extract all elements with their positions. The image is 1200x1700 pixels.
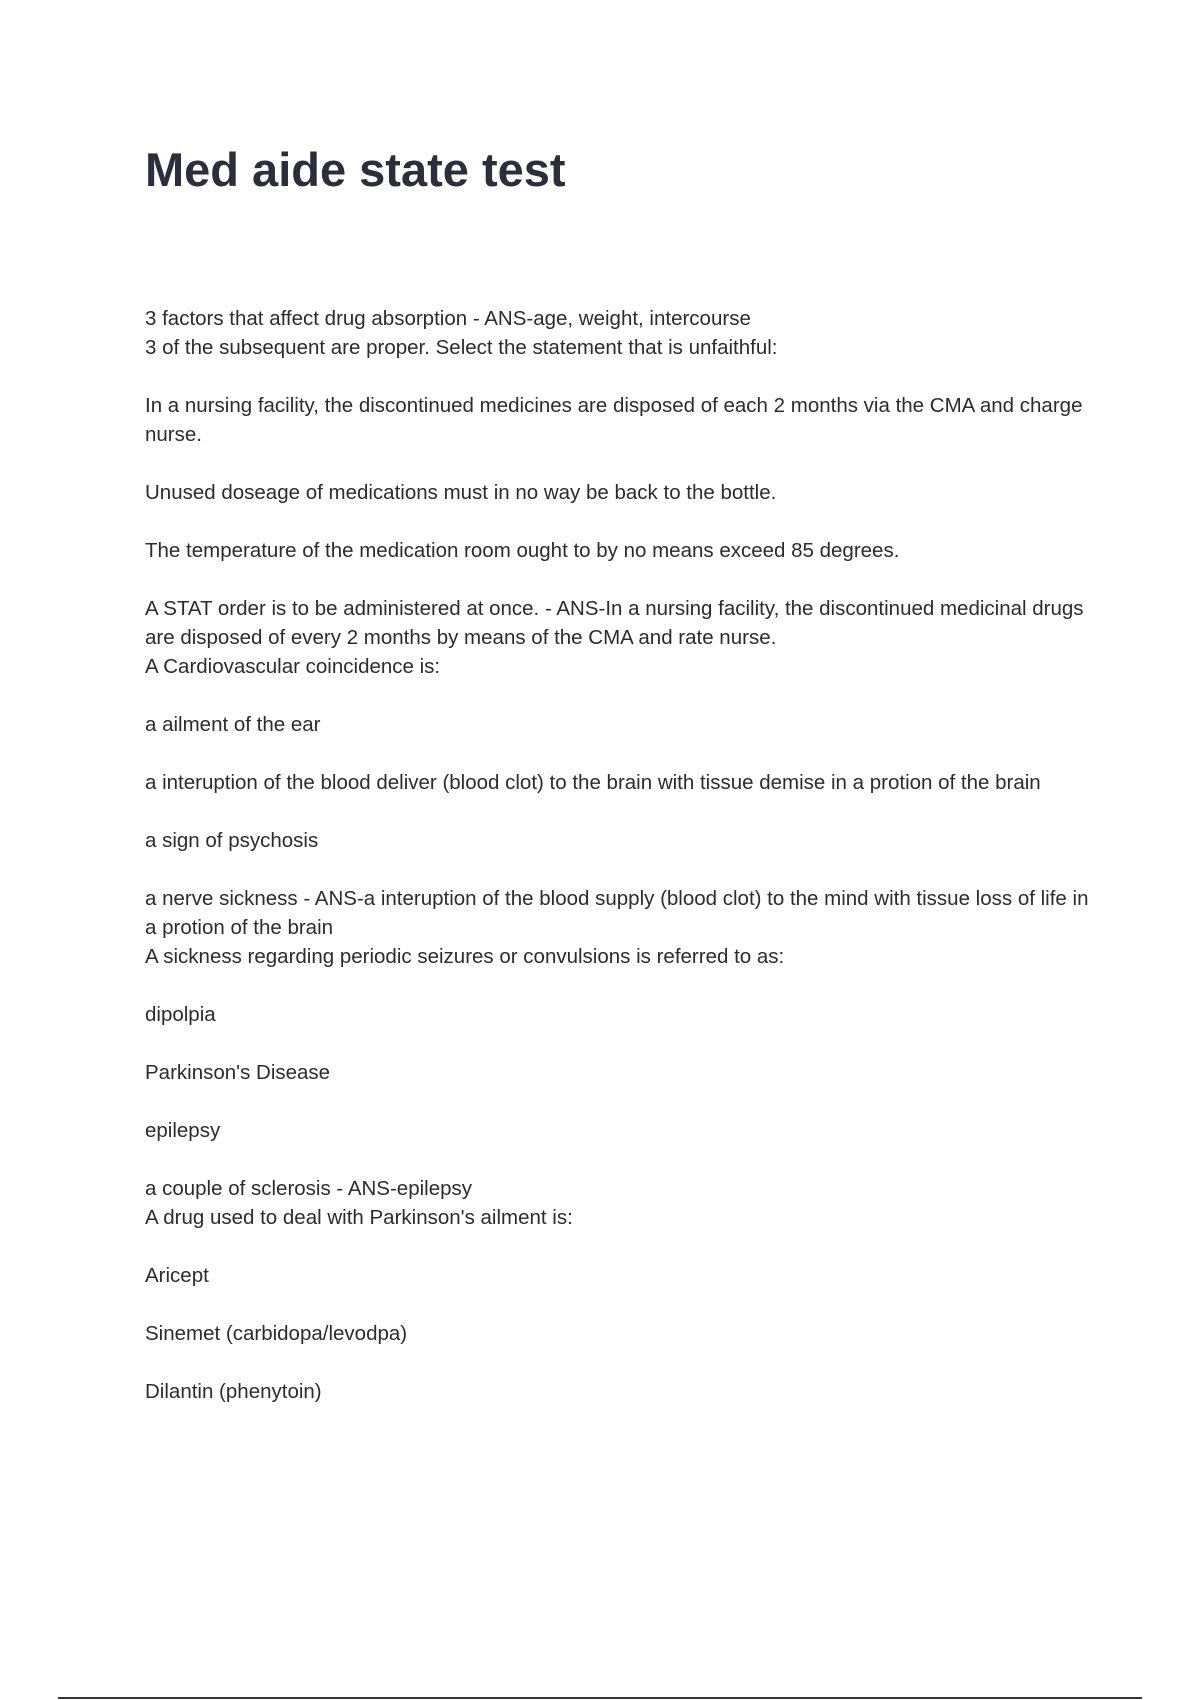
page-title: Med aide state test (145, 143, 566, 196)
body-line: A Cardiovascular coincidence is: (145, 655, 441, 678)
body-line: A sickness regarding periodic seizures or convulsions is referred to as: (145, 945, 785, 968)
body-line: 3 of the subsequent are proper. Select the statement that is unfaithful: (145, 336, 778, 359)
body-line: Dilantin (phenytoin) (145, 1380, 322, 1403)
body-line: a interuption of the blood deliver (blood clot) to the brain with tissue demise in a protion of the brain (145, 771, 1041, 794)
footer-divider (58, 1697, 1142, 1699)
body-line: dipolpia (145, 1003, 216, 1026)
body-line: a couple of sclerosis - ANS-epilepsy (145, 1177, 473, 1200)
body-line: Sinemet (carbidopa/levodpa) (145, 1322, 408, 1345)
body-line: epilepsy (145, 1119, 221, 1142)
body-line: The temperature of the medication room ought to by no means exceed 85 degrees. (145, 539, 900, 562)
body-line: A drug used to deal with Parkinson's ailment is: (145, 1206, 573, 1229)
body-line: a nerve sickness - ANS-a interuption of the blood supply (blood clot) to the mind with tissue loss of life in a protion of the brain (145, 887, 1089, 939)
body-line: a sign of psychosis (145, 829, 319, 852)
body-line: Parkinson's Disease (145, 1061, 331, 1084)
body-line: a ailment of the ear (145, 713, 321, 736)
document-body (145, 304, 1095, 1406)
body-line: A STAT order is to be administered at once. - ANS-In a nursing facility, the discontinued medicinal drugs are disposed of every 2 months by means of the CMA and rate nurse. (145, 597, 1084, 649)
body-line: In a nursing facility, the discontinued medicines are disposed of each 2 months via the CMA and charge nurse. (145, 394, 1083, 446)
body-line: Unused doseage of medications must in no way be back to the bottle. (145, 481, 777, 504)
body-line: Aricept (145, 1264, 209, 1287)
body-line: 3 factors that affect drug absorption - ANS-age, weight, intercourse (145, 307, 751, 330)
